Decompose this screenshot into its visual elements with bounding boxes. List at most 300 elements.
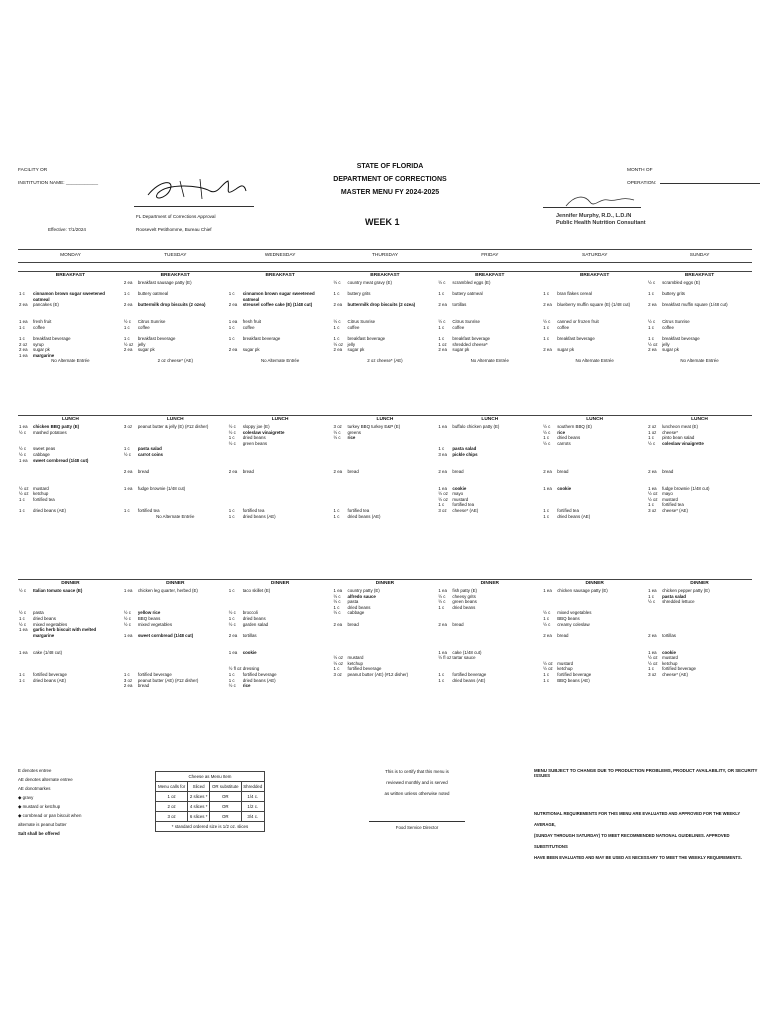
lunch-section (18, 415, 123, 514)
cheese-cell: 3/4 c. (241, 812, 264, 822)
menu-item (333, 514, 438, 520)
menu-item-name: bread (137, 683, 150, 689)
menu-item-name: BBQ beans (557, 615, 580, 621)
menu-item-name: sugar pk (242, 347, 260, 353)
menu-item-qty: 1 ea (648, 588, 657, 593)
menu-item (18, 508, 123, 514)
lunch-heading: LUNCH (123, 415, 228, 424)
menu-item-name: breakfast beverage (452, 335, 490, 341)
menu-item-name: ketchup (347, 660, 363, 666)
menu-item-name: pickle chips (452, 451, 478, 457)
menu-item-name: bread (347, 468, 359, 474)
menu-item-qty: 1 c (123, 291, 130, 297)
menu-item-qty: 3 oz (438, 507, 447, 513)
menu-item-qty: ½ c (648, 319, 656, 325)
cheese-cell: 4 slices * (188, 802, 210, 812)
menu-item-qty: 2 ea (123, 683, 133, 689)
menu-item-name: fortified tea (452, 502, 475, 508)
menu-item-name: cookie (662, 649, 676, 655)
menu-item-qty: 1 c (543, 507, 550, 513)
menu-item (647, 508, 752, 514)
legend-cornbread: ◆ cornbread or pan biscuit when (18, 813, 82, 818)
cheese-cell: Menu calls for (156, 782, 188, 792)
menu-item-name: mustard (662, 496, 678, 502)
menu-item-qty: 1 c (648, 593, 654, 599)
legend-peanut: alternate is peanut butter (18, 822, 67, 827)
lunch-heading: LUNCH (542, 415, 647, 424)
dinner-heading: DINNER (228, 579, 333, 588)
dinner-section (228, 579, 333, 689)
menu-item-qty: 1 c (648, 435, 654, 441)
menu-item-qty: ½ c (648, 440, 656, 446)
menu-item-qty: ½ c (333, 429, 341, 435)
menu-item-qty: 1 c (19, 671, 25, 677)
menu-item (228, 683, 333, 689)
dinner-heading: DINNER (542, 579, 647, 588)
menu-item-qty: ½ oz (19, 491, 29, 497)
menu-item-qty: 2 oz (648, 424, 657, 429)
cheese-cell: Sliced (188, 782, 210, 792)
menu-item-name: pasta (33, 610, 44, 616)
menu-item-qty: 1 c (19, 507, 25, 513)
menu-item-qty: 1 c (228, 324, 235, 330)
menu-item-qty: 2 ea (228, 468, 238, 474)
menu-item-qty: ½ oz (333, 660, 344, 666)
menu-item-name: bread (242, 468, 254, 474)
menu-item-name: chicken leg quarter, herbed (E) (137, 588, 198, 593)
menu-item-qty: 2 oz (19, 341, 28, 347)
menu-item-name: buttery oatmeal (137, 291, 169, 297)
menu-item-name: fortified tea (137, 507, 160, 513)
menu-item-qty: ½ oz (19, 485, 29, 491)
menu-item-name: jelly (347, 341, 356, 347)
breakfast-heading: BREAKFAST (228, 271, 333, 280)
menu-item-name: Citrus Sunrise (137, 319, 166, 325)
breakfast-section (333, 271, 438, 364)
dinner-section (647, 579, 752, 678)
header-left (18, 164, 98, 190)
menu-item-name: fudge brownie (1/48 cut) (662, 485, 710, 491)
menu-item-qty: 2 ea (19, 302, 28, 308)
menu-item-qty: 1 ea (438, 588, 447, 593)
menu-item-name: rice (347, 435, 356, 441)
menu-item-qty: 1 c (543, 435, 550, 441)
menu-item-name: pasta salad (137, 446, 162, 452)
breakfast-heading: BREAKFAST (18, 271, 123, 280)
menu-item-name: tortillas (452, 302, 467, 308)
menu-item-qty: ½ c (228, 610, 236, 616)
alternate-entree-note: No Alternate Entrée (260, 358, 300, 364)
breakfast-section (437, 271, 542, 364)
menu-item-qty: 1 c (438, 677, 445, 683)
menu-item-qty: ½ c (123, 451, 131, 457)
menu-item-name: mixed vegetables (137, 621, 173, 627)
menu-item-qty: 2 ea (543, 468, 552, 474)
breakfast-heading: BREAKFAST (437, 271, 542, 280)
menu-item-name: cinnamon brown sugar sweetened (33, 291, 105, 297)
lunch-section (123, 415, 228, 520)
menu-item-name: mixed vegetables (557, 610, 592, 616)
menu-item-name: bread (137, 468, 150, 474)
menu-item-qty: 1 ea (19, 627, 28, 633)
menu-item-qty: ½ c (123, 615, 131, 621)
menu-item-qty: ½ c (543, 429, 551, 435)
menu-item-name: tartar sauce (452, 655, 476, 661)
menu-item-qty: ½ c (333, 280, 341, 285)
menu-item-qty: 1 c (438, 671, 445, 677)
menu-item-qty: ½ c (543, 440, 551, 446)
approver-name: Roosevelt Petithomme, Bureau Chief (136, 227, 212, 232)
breakfast-section (542, 271, 647, 364)
menu-item-name: breakfast beverage (33, 335, 71, 341)
menu-item-qty: ½ c (19, 429, 27, 435)
consultant-signature (560, 192, 640, 212)
menu-item-name: chicken pepper patty (E) (662, 588, 710, 593)
menu-item-qty: 1 c (123, 324, 130, 330)
menu-item-name: breakfast beverage (137, 335, 176, 341)
menu-item-name: southern BBQ (E) (557, 424, 592, 429)
menu-item-name: fortified tea (662, 502, 684, 508)
menu-item-qty: 1 c (228, 291, 235, 297)
legend-mustard: ◆ mustard or ketchup (18, 804, 61, 809)
title-state: STATE OF FLORIDA (356, 163, 424, 170)
legend-gravy: ◆ gravy (18, 795, 34, 800)
consultant-signature-line (543, 207, 641, 208)
dinner-section (333, 579, 438, 678)
menu-item-name: breakfast muffin square (1/48 cut) (662, 302, 728, 308)
legend-entree: E denotes entree (18, 768, 52, 773)
menu-item-qty: 1 c (123, 446, 130, 452)
cheese-cell: 6 slices * (188, 812, 210, 822)
menu-item-name: bread (662, 468, 674, 474)
menu-item-name: breakfast sausage patty (E) (137, 280, 192, 285)
menu-item-name: mayo (452, 491, 464, 497)
lunch-heading: LUNCH (647, 415, 752, 424)
menu-item (542, 514, 647, 520)
menu-item-qty: 2 ea (123, 468, 133, 474)
menu-item-name: greens (347, 429, 361, 435)
cheese-cell: 1/4 c. (241, 792, 264, 802)
menu-item-qty: ½ c (228, 424, 236, 429)
day-monday: MONDAY (60, 253, 81, 258)
menu-item-qty: 1 c (228, 435, 235, 441)
menu-item-qty: 2 ea (333, 302, 343, 308)
menu-item-qty: 2 ea (333, 621, 343, 627)
menu-item-qty: 2 ea (438, 347, 447, 353)
menu-item-qty: 1 c (543, 324, 550, 330)
menu-item-qty: ½ c (333, 593, 341, 599)
menu-item-qty: 2 ea (333, 347, 343, 353)
document-title (320, 160, 460, 199)
menu-item-name: peanut butter (AE) (#12 disher) (347, 671, 409, 677)
menu-item-qty: 2 ea (333, 468, 343, 474)
menu-item-qty: ½ c (228, 440, 236, 446)
menu-item-name: fortified tea (33, 496, 55, 502)
lunch-section (437, 415, 542, 514)
menu-item-name: jelly (662, 341, 670, 347)
menu-item (123, 683, 228, 689)
menu-item-qty: 1 c (19, 291, 25, 297)
menu-item-name: garlic herb biscuit with melted (33, 627, 97, 633)
menu-item-name: sugar pk (33, 347, 50, 353)
menu-item-name: oatmeal (33, 296, 50, 302)
lunch-section (228, 415, 333, 519)
menu-item-name: bread (452, 621, 464, 627)
cheese-cell: OR (210, 802, 241, 812)
alternate-entree-note: No Alternate Entrée (680, 358, 719, 364)
dinner-section (437, 579, 542, 683)
menu-item-name: sugar pk (557, 347, 575, 353)
day-wednesday: WEDNESDAY (264, 253, 296, 258)
breakfast-section (123, 271, 228, 364)
menu-item-name: dried beans (AE) (242, 513, 276, 519)
menu-item-qty: 1 c (19, 677, 25, 683)
menu-item-qty: 3 ea (438, 451, 447, 457)
cert-line-1: This is to certify that this menu is (385, 769, 449, 774)
menu-item-qty: ½ oz (648, 491, 658, 497)
nutrition-notice (534, 808, 744, 863)
cheese-cell: OR (210, 792, 241, 802)
menu-item-name: carrots (557, 440, 571, 446)
day-header-row (18, 249, 752, 263)
title-department: DEPARTMENT OF CORRECTIONS (333, 176, 447, 183)
menu-item-qty: 1 c (19, 324, 25, 330)
menu-item-name: margarine (33, 352, 55, 358)
effective-date: Effective: 7/1/2024 (48, 227, 86, 232)
menu-item-qty: 1 c (543, 615, 550, 621)
menu-item-name: cheese* (662, 429, 678, 435)
day-tuesday: TUESDAY (164, 253, 187, 258)
menu-item-name: canned or frozen fruit (557, 319, 599, 325)
menu-item-name: buttermilk drop biscuits (2 ozea) (137, 302, 206, 308)
legend-alt-entree: AE denotes alternate entree (18, 777, 73, 782)
menu-item (437, 508, 542, 514)
menu-item (333, 672, 438, 678)
menu-item-name: ketchup (33, 491, 49, 497)
menu-item-qty: ½ c (123, 621, 131, 627)
menu-item-qty: 1 c (543, 335, 550, 341)
subject-to-change-notice: MENU SUBJECT TO CHANGE DUE TO PRODUCTION PROBLEMS, PRODUCT AVAILABILITY, OR SECURITY ISSUES (534, 768, 758, 778)
menu-item-name: scrambled eggs (E) (662, 280, 701, 285)
lunch-section (542, 415, 647, 519)
cheese-cell: 1 oz (156, 792, 188, 802)
lunch-heading: LUNCH (437, 415, 542, 424)
menu-item-qty: 1 c (333, 513, 340, 519)
alternate-entree-note: No Alternate Entrée (470, 358, 509, 364)
menu-item-name: dressing (242, 666, 260, 672)
menu-item-name: bread (557, 632, 569, 638)
lunch-heading: LUNCH (333, 415, 438, 424)
menu-item-name: cake (1/48 cut) (452, 649, 482, 655)
cheese-table-title: Cheese as Menu Item (156, 772, 265, 782)
menu-item-name: sugar pk (137, 347, 155, 353)
approval-block (136, 210, 216, 236)
menu-item (542, 678, 647, 684)
menu-item-qty: 1 c (648, 502, 654, 508)
menu-item-qty: 1 c (123, 335, 130, 341)
menu-item-name: pancakes (E) (33, 302, 59, 308)
menu-item-name: bread (347, 621, 359, 627)
cheese-table-note: * standard ordered size is 1/2 oz. slices (156, 822, 265, 832)
dinner-heading: DINNER (18, 579, 123, 588)
menu-item-qty: 1 c (543, 291, 550, 297)
menu-item-qty: 1 c (123, 507, 130, 513)
nutrition-line: (SUNDAY THROUGH SATURDAY) TO MEET RECOMMENDED NATIONAL GUIDELINES. APPROVED SUBSTITUTIONS (534, 833, 730, 849)
menu-item-qty: ½ oz (648, 655, 658, 661)
menu-item-name: sweet cornbread (1/48 cut) (33, 457, 89, 463)
menu-item-name: dried beans (AE) (347, 513, 381, 519)
menu-item-name: sloppy joe (E) (242, 424, 270, 429)
menu-item-name: sugar pk (452, 347, 470, 353)
institution-label: INSTITUTION NAME: ____________ (18, 181, 98, 186)
menu-item-name: cheesy grits (452, 593, 476, 599)
menu-item-qty: ½ oz (543, 666, 553, 672)
menu-item-name: shredded lettuce (662, 599, 695, 605)
menu-item-name: bread (557, 468, 569, 474)
menu-item-qty: 1 ea (19, 424, 28, 429)
menu-item-name: chicken BBQ patty (E) (33, 424, 80, 429)
menu-item-qty: 1 c (438, 324, 445, 330)
menu-item-qty: 1 ea (648, 649, 657, 655)
menu-item-qty: ½ c (438, 599, 446, 605)
menu-item-qty: 2 ea (543, 302, 552, 308)
dinner-heading: DINNER (333, 579, 438, 588)
menu-item-qty: ½ c (123, 319, 131, 325)
menu-item-name: dried beans (242, 435, 266, 441)
day-thursday: THURSDAY (371, 253, 399, 258)
menu-item-name: Italian tomato sauce (E) (33, 588, 83, 593)
menu-item-name: sugar pk (347, 347, 365, 353)
menu-item-name: cookie (242, 649, 257, 655)
menu-item-qty: 1 ea (228, 319, 238, 325)
menu-item-name: pasta salad (452, 446, 477, 452)
menu-item-name: tortillas (662, 632, 676, 638)
menu-item (437, 678, 542, 684)
menu-item-name: blueberry muffin square (E) (1/48 cut) (557, 302, 631, 308)
menu-item-qty: 1 ea (19, 457, 28, 463)
menu-item-qty: ½ fl oz (228, 666, 242, 672)
menu-item-name: jelly (137, 341, 146, 347)
legend-salt: Salt shall be offered (18, 831, 60, 836)
menu-item-name: coffee (557, 324, 570, 330)
menu-item-name: breakfast beverage (347, 335, 386, 341)
menu-item-qty: 1 c (333, 324, 340, 330)
consultant-name: Jennifer Murphy, R.D., L.D./N Public Health Nutrition Consultant (556, 213, 646, 226)
menu-item-qty: ½ oz (648, 496, 658, 502)
menu-item-qty: 1 oz (438, 341, 447, 347)
menu-item-name: taco skillet (E) (242, 588, 271, 593)
menu-item-name: country patty (E) (347, 588, 380, 593)
menu-item-qty: ½ c (648, 599, 656, 605)
cheese-table (155, 771, 265, 832)
menu-item-qty: 2 ea (648, 302, 657, 308)
menu-item-qty: ½ c (543, 424, 551, 429)
menu-item-name: cookie (557, 485, 572, 491)
menu-item-qty: ½ oz (333, 341, 344, 347)
menu-item-name: cheese* (AE) (452, 507, 479, 513)
menu-item-qty: 1 c (228, 335, 235, 341)
menu-item-name: green beans (452, 599, 477, 605)
breakfast-heading: BREAKFAST (123, 271, 228, 280)
menu-item-qty: 2 ea (438, 621, 447, 627)
menu-item-qty: 1 c (333, 604, 340, 610)
menu-item-qty: 1 c (333, 335, 340, 341)
menu-item-qty: 2 ea (438, 302, 447, 308)
menu-item-qty: 2 ea (228, 302, 238, 308)
menu-item-qty: ½ c (19, 451, 27, 457)
menu-item-qty: 1 c (438, 604, 445, 610)
menu-item-qty: ½ c (19, 588, 27, 593)
approval-line: FL Department of Corrections Approval (136, 214, 216, 219)
dinner-section (18, 579, 123, 683)
menu-item-qty: 1 c (19, 615, 25, 621)
dinner-heading: DINNER (437, 579, 542, 588)
menu-item-name: BBQ beans (137, 615, 161, 621)
month-label: MONTH OF (627, 168, 653, 173)
menu-item-name: pasta (347, 599, 359, 605)
menu-item-name: pinto bean salad (662, 435, 695, 441)
menu-item (18, 678, 123, 684)
menu-item-name: mayo (662, 491, 673, 497)
menu-item-qty: ½ oz (438, 496, 448, 502)
menu-item-name: Citrus Sunrise (347, 319, 376, 325)
menu-item-name: fortified tea (242, 507, 265, 513)
breakfast-heading: BREAKFAST (647, 271, 752, 280)
menu-item-name: fudge brownie (1/48 cut) (137, 485, 186, 491)
menu-item-qty: 1 ea (438, 485, 447, 491)
cheese-cell: OR (210, 812, 241, 822)
menu-item-qty: 1 c (438, 335, 445, 341)
menu-item-name: buffalo chicken patty (E) (452, 424, 500, 429)
alternate-entree-note: No Alternate Entrée (156, 513, 195, 519)
menu-item-qty: 1 c (333, 507, 340, 513)
menu-item-name: fortified beverage (242, 671, 277, 677)
menu-item-qty: ½ c (19, 446, 27, 452)
menu-item-qty: ½ c (438, 593, 446, 599)
menu-item-qty: 2 ea (123, 280, 133, 285)
menu-item-qty: 3 oz (648, 671, 657, 677)
certification-block (368, 766, 466, 833)
menu-item-qty: ½ fl oz (438, 655, 452, 661)
menu-item-qty: 1 ea (543, 588, 552, 593)
menu-item-name: BBQ beans (AE) (557, 677, 590, 683)
legend-alt-note: AE donotmarkes (18, 786, 51, 791)
menu-item-qty: 1 ea (19, 352, 28, 358)
menu-item-qty: ½ c (648, 280, 656, 285)
menu-item-name: fresh fruit (242, 319, 261, 325)
menu-item-name: shredded cheese* (452, 341, 488, 347)
menu-item-qty: 1 c (19, 496, 25, 502)
menu-item-name: scrambled eggs (E) (452, 280, 491, 285)
menu-item-name: dried beans (347, 604, 371, 610)
menu-item-name: bran flakes cereal (557, 291, 592, 297)
menu-item-qty: ½ c (438, 280, 446, 285)
menu-item-qty: 2 ea (228, 347, 238, 353)
menu-item-qty: 1 c (543, 677, 550, 683)
cert-line-3: as written unless otherwise noted (384, 791, 450, 796)
menu-item (647, 672, 752, 678)
menu-item-qty: 1 c (333, 291, 340, 297)
menu-item-qty: 1 oz (648, 429, 657, 435)
dinner-section (123, 579, 228, 689)
menu-item-name: syrup (33, 341, 44, 347)
menu-item-qty: 2 ea (648, 468, 657, 474)
lunch-section (333, 415, 438, 519)
menu-item-name: carrot coins (137, 451, 163, 457)
menu-item-qty: 1 c (648, 666, 654, 672)
nutrition-line: HAVE BEEN EVALUATED AND MAY BE USED AS NECESSARY TO MEET THE WEEKLY REQUIREMENTS. (534, 855, 742, 860)
menu-item-qty: 1 c (228, 677, 235, 683)
